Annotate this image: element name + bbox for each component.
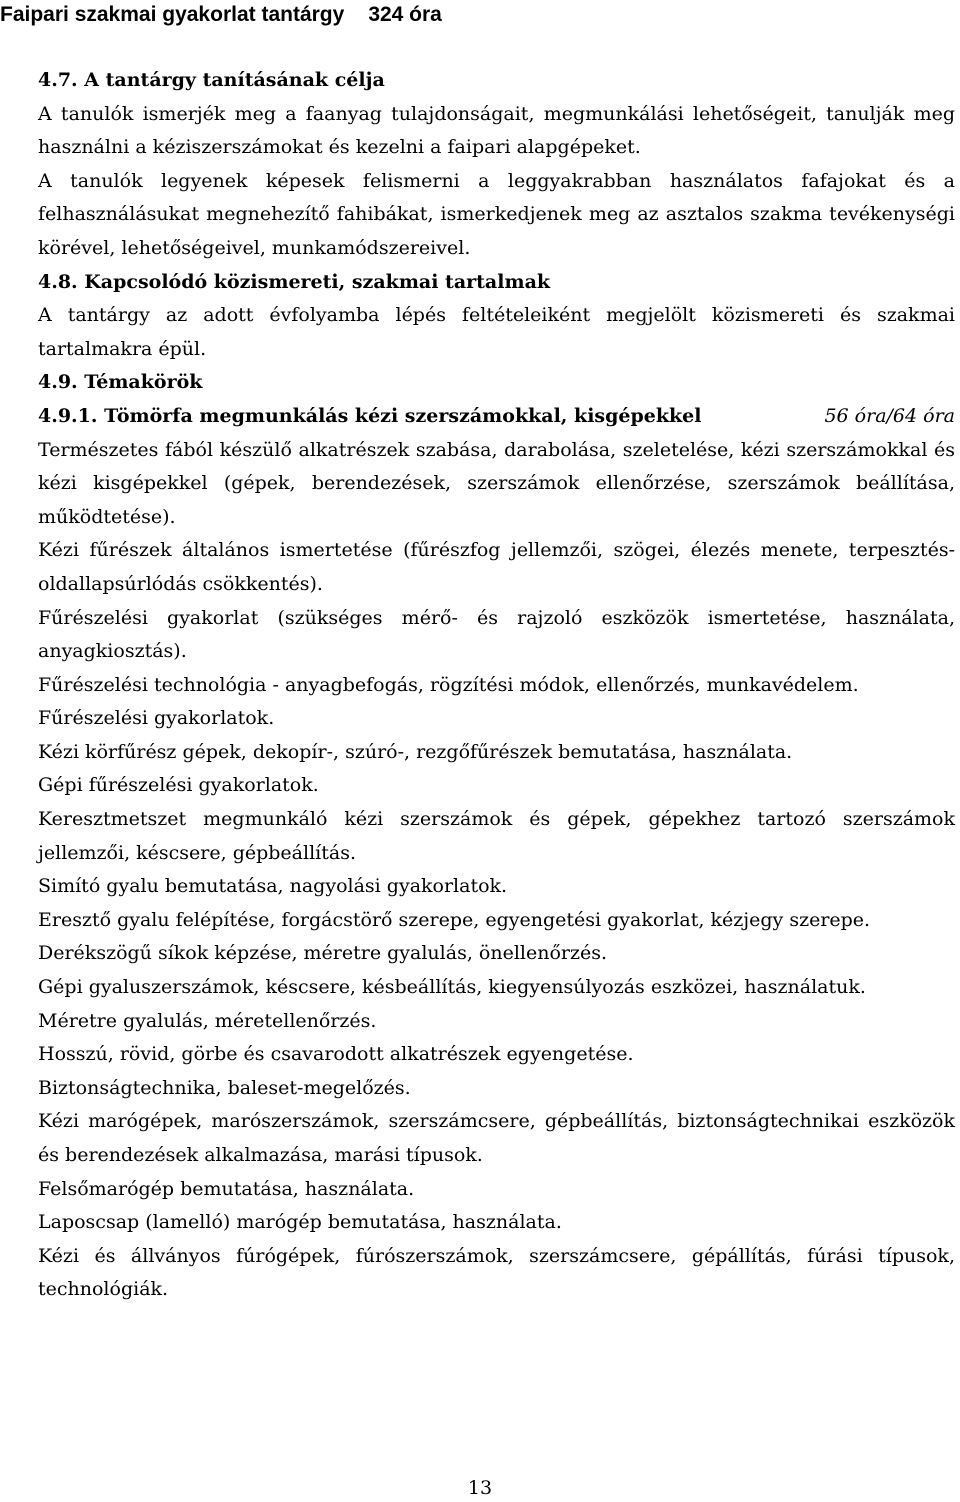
topic-4-9-1-title: 4.9.1. Tömörfa megmunkálás kézi szerszámokkal, kisgépekkel [38,404,702,427]
topic-item: Méretre gyalulás, méretellenőrzés. [38,1009,377,1032]
topic-item: Felsőmarógép bemutatása, használata. [38,1177,415,1200]
topic-item: Fűrészelési technológia - anyagbefogás, rögzítési módok, ellenőrzés, munkavédelem. [38,673,859,696]
topic-item: Simító gyalu bemutatása, nagyolási gyakorlatok. [38,875,508,898]
topic-4-9-1-heading [38,400,955,434]
subject-title: Faipari szakmai gyakorlat tantárgy [0,3,345,26]
topic-4-9-1-hours: 56 óra/64 óra [824,404,955,427]
document-body [38,64,955,1307]
page-header [0,2,442,28]
topic-item: Természetes fából készülő alkatrészek szabása, darabolása, szeletelése, kézi szerszámokkal és kézi kisgépekkel (gépek, berendezések, szerszámok ellenőrzése, szerszámok beállítása, működtetése). [38,438,955,528]
section-4-8-paragraph: A tantárgy az adott évfolyamba lépés feltételeiként megjelölt közismereti és szakmai tartalmakra épül. [38,304,955,360]
section-4-7-paragraph-1: A tanulók ismerjék meg a faanyag tulajdonságait, megmunkálási lehetőségeit, tanulják meg használni a kéziszerszámokat és kezelni a faipari alapgépeket. [38,102,955,159]
topic-item: Kézi marógépek, marószerszámok, szerszámcsere, gépbeállítás, biztonságtechnikai eszközök és berendezések alkalmazása, marási típusok. [38,1110,955,1166]
topic-item: Kézi fűrészek általános ismertetése (fűrészfog jellemzői, szögei, élezés menete, terpesztés-oldallapsúrlódás csökkentés). [38,539,955,595]
section-4-8-heading: 4.8. Kapcsolódó közismereti, szakmai tartalmak [38,270,551,293]
topic-item: Kézi körfűrész gépek, dekopír-, szúró-, rezgőfűrészek bemutatása, használata. [38,740,793,763]
topic-item: Eresztő gyalu felépítése, forgácstörő szerepe, egyengetési gyakorlat, kézjegy szerepe. [38,908,871,931]
page-number: 13 [467,1477,493,1499]
topic-item: Gépi fűrészelési gyakorlatok. [38,774,319,797]
topic-item: Biztonságtechnika, baleset-megelőzés. [38,1076,411,1099]
topic-item: Gépi gyaluszerszámok, késcsere, késbeállítás, kiegyensúlyozás eszközei, használatuk. [38,976,866,999]
topic-item: Fűrészelési gyakorlatok. [38,707,275,730]
topic-item: Hosszú, rövid, görbe és csavarodott alkatrészek egyengetése. [38,1043,634,1066]
section-4-7-paragraph-2: A tanulók legyenek képesek felismerni a leggyakrabban használatos fafajokat és a felhasználásukat megnehezítő fahibákat, ismerkedjenek meg az asztalos szakma tevékenységi körével, lehetőségeivel, munkamódszereivel. [38,169,955,259]
topic-item: Derékszögű síkok képzése, méretre gyalulás, önellenőrzés. [38,942,608,965]
section-4-9-heading: 4.9. Témakörök [38,371,203,394]
topic-item: Kézi és állványos fúrógépek, fúrószerszámok, szerszámcsere, gépállítás, fúrási típusok, technológiák. [38,1244,955,1301]
topic-item: Laposcsap (lamelló) marógép bemutatása, használata. [38,1211,562,1234]
section-4-7-heading: 4.7. A tantárgy tanításának célja [38,69,385,91]
subject-hours: 324 óra [368,3,442,26]
topic-item: Fűrészelési gyakorlat (szükséges mérő- és rajzoló eszközök ismertetése, használata, anyagkiosztás). [38,606,955,663]
topic-item: Keresztmetszet megmunkáló kézi szerszámok és gépek, gépekhez tartozó szerszámok jellemzői, késcsere, gépbeállítás. [38,808,955,864]
